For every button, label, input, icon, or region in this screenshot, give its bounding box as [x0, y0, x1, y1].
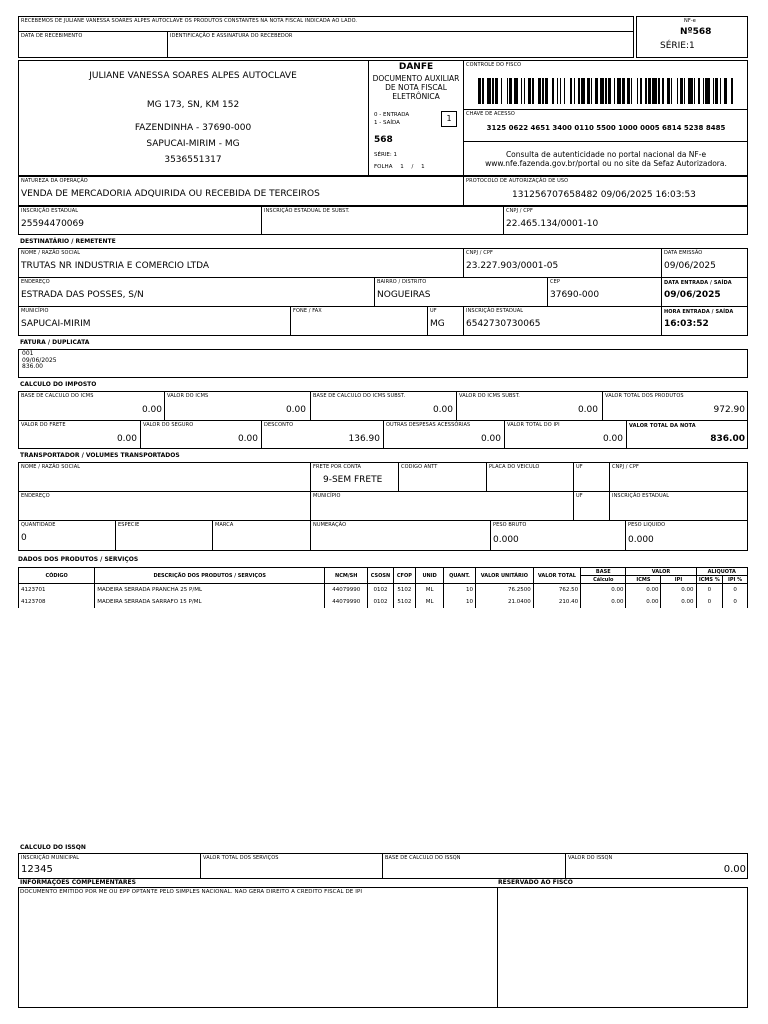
- dest-emissao-label: DATA EMISSÃO: [664, 250, 703, 256]
- emitente-cnpj-label: CNPJ / CPF: [506, 208, 533, 214]
- fatura-duplicata: [22, 351, 57, 371]
- reservado-section: RESERVADO AO FISCO: [498, 879, 573, 886]
- bc-st-label: BASE DE CALCULO DO ICMS SUBST.: [313, 393, 406, 399]
- th-valor: VALOR: [626, 568, 696, 576]
- nfe-label: NF-e: [684, 18, 696, 24]
- item-v-total: 210.40: [533, 596, 580, 608]
- ie-label: INSCRIÇÃO ESTADUAL: [21, 208, 79, 214]
- barcode-bar: [671, 78, 672, 104]
- dest-nome: TRUTAS NR INDUSTRIA E COMERCIO LTDA: [21, 261, 210, 271]
- controle-fisco-label: CONTROLE DO FISCO: [466, 62, 522, 68]
- ipi-label: VALOR TOTAL DO IPI: [507, 422, 560, 428]
- barcode-bar: [652, 78, 656, 104]
- barcode-bar: [713, 78, 714, 104]
- complementares-section: INFORMAÇÕES COMPLEMENTARES: [20, 879, 136, 886]
- dest-municipio-label: MUNICÍPIO: [21, 308, 49, 314]
- transp-cnpj-label: CNPJ / CPF: [612, 464, 639, 470]
- transp-peso-bruto-label: PESO BRUTO: [493, 522, 527, 528]
- dest-uf-label: UF: [430, 308, 437, 314]
- barcode-bar: [570, 78, 573, 104]
- transportador-section: TRANSPORTADOR / VOLUMES TRANSPORTADOS: [20, 452, 180, 459]
- danfe-saida: 1 - SAÍDA: [374, 120, 400, 126]
- barcode-bar: [600, 78, 604, 104]
- th-calculo: Cálculo: [581, 576, 626, 584]
- chave-acesso: 3125 0622 4651 3400 0110 5500 1000 0005 6814 5238 8485: [486, 124, 726, 132]
- item-base: 0.00: [581, 596, 626, 608]
- ie-value: 25594470069: [21, 219, 84, 229]
- dest-ie-label: INSCRIÇÃO ESTADUAL: [466, 308, 524, 314]
- transp-qtd-label: QUANTIDADE: [21, 522, 56, 528]
- transp-placa-label: PLACA DO VEICULO: [489, 464, 540, 470]
- receiver-signature-label: IDENTIFICAÇÃO E ASSINATURA DO RECEBEDOR: [170, 33, 293, 39]
- barcode-bar: [552, 78, 553, 104]
- barcode-bar: [724, 78, 727, 104]
- item-v-unit: 76.2500: [475, 584, 533, 596]
- item-v-icms: 0.00: [626, 596, 661, 608]
- barcode-bar: [698, 78, 699, 104]
- dest-entrada-label: DATA ENTRADA / SAÍDA: [664, 280, 732, 286]
- barcode-bar: [501, 78, 502, 104]
- transp-endereco-label: ENDEREÇO: [21, 493, 50, 499]
- th-csosn: CSOSN: [368, 568, 393, 584]
- item-csosn: 0102: [368, 584, 393, 596]
- danfe-folha: [374, 164, 425, 170]
- th-unid: UNID: [416, 568, 444, 584]
- emitente-name: JULIANE VANESSA SOARES ALPES AUTOCLAVE: [89, 71, 297, 81]
- item-a-icms: 0: [696, 584, 723, 596]
- transp-municipio-label: MUNICÍPIO: [313, 493, 341, 499]
- table-row: [19, 596, 748, 608]
- item-a-ipi: 0: [723, 584, 748, 596]
- fatura-box: [18, 349, 748, 378]
- danfe-tipo: 1: [441, 111, 457, 127]
- imposto-section: CALCULO DO IMPOSTO: [20, 381, 97, 388]
- dest-nome-label: NOME / RAZÃO SOCIAL: [21, 250, 81, 256]
- dest-uf: MG: [430, 319, 445, 329]
- th-codigo: CÓDIGO: [19, 568, 95, 584]
- barcode-bar: [627, 78, 630, 104]
- emitente-address: MG 173, SN, KM 152: [146, 100, 240, 110]
- barcode-bar: [578, 78, 579, 104]
- barcode-bar: [658, 78, 659, 104]
- item-base: 0.00: [581, 584, 626, 596]
- item-v-total: 762.50: [533, 584, 580, 596]
- barcode-bar: [680, 78, 683, 104]
- transp-especie-label: ESPECIE: [118, 522, 140, 528]
- th-vunit: VALOR UNITÁRIO: [475, 568, 533, 584]
- transp-peso-bruto: 0.000: [493, 535, 519, 545]
- emitente-city: SAPUCAI-MIRIM - MG: [146, 139, 240, 149]
- th-descricao: DESCRIÇÃO DOS PRODUTOS / SERVIÇOS: [95, 568, 325, 584]
- item-unid: ML: [416, 596, 444, 608]
- barcode-bar: [507, 78, 508, 104]
- barcode-bar: [605, 78, 606, 104]
- barcode-bar: [478, 78, 481, 104]
- dest-bairro: NOGUEIRAS: [377, 290, 431, 300]
- barcode-bar: [557, 78, 558, 104]
- bc-icms-label: BASE DE CALCULO DO ICMS: [21, 393, 94, 399]
- danfe-folha-value: 1: [400, 164, 404, 170]
- item-v-ipi: 0.00: [661, 584, 696, 596]
- barcode-bar: [694, 78, 695, 104]
- barcode-bar: [595, 78, 598, 104]
- issqn-im-label: INSCRIÇÃO MUNICIPAL: [21, 855, 80, 861]
- produtos-table: [18, 567, 748, 608]
- barcode-bar: [608, 78, 611, 104]
- item-quant: 10: [444, 596, 476, 608]
- danfe-number: 568: [374, 135, 393, 145]
- emitente-cnpj-value: 22.465.134/0001-10: [506, 219, 599, 229]
- frete-label: VALOR DO FRETE: [21, 422, 66, 428]
- dest-cnpj-label: CNPJ / CPF: [466, 250, 493, 256]
- barcode-bar: [703, 78, 704, 104]
- consulta-line1: Consulta de autenticidade no portal nacional da NF-e: [505, 150, 707, 159]
- total-label: VALOR TOTAL DA NOTA: [629, 423, 696, 429]
- item-csosn: 0102: [368, 596, 393, 608]
- barcode-bar: [617, 78, 621, 104]
- bc-icms: 0.00: [141, 405, 162, 415]
- dest-cnpj: 23.227.903/0001-05: [466, 261, 559, 271]
- dest-ie: 6542730730065: [466, 319, 541, 329]
- protocolo-label: PROTOCOLO DE AUTORIZAÇÃO DE USO: [466, 178, 569, 184]
- fatura-vencimento: 09/06/2025: [22, 356, 57, 364]
- transp-peso-liquido-label: PESO LIQUIDO: [628, 522, 666, 528]
- item-quant: 10: [444, 584, 476, 596]
- th-aliquota: ALIQUOTA: [696, 568, 747, 576]
- item-v-unit: 21.0400: [475, 596, 533, 608]
- dest-hora: 16:03:52: [664, 319, 709, 329]
- seguro-label: VALOR DO SEGURO: [143, 422, 194, 428]
- emitente-phone: 3536551317: [164, 155, 222, 165]
- item-ncm: 44079990: [325, 584, 368, 596]
- barcode-bar: [564, 78, 565, 104]
- danfe-title: DANFE: [398, 62, 434, 72]
- barcode-bar: [715, 78, 718, 104]
- v-icms-label: VALOR DO ICMS: [167, 393, 209, 399]
- barcode-image: [478, 78, 734, 104]
- barcode-bar: [720, 78, 721, 104]
- outras: 0.00: [480, 434, 501, 444]
- transp-antt-label: CODIGO ANTT: [401, 464, 438, 470]
- th-ncm: NCM/SH: [325, 568, 368, 584]
- canhoto-serie: SÉRIE:1: [660, 41, 695, 51]
- danfe-subtitle: DOCUMENTO AUXILIAR DE NOTA FISCAL ELETRÔNICA: [372, 74, 460, 101]
- danfe-folha-sep: /: [411, 164, 414, 170]
- item-a-icms: 0: [696, 596, 723, 608]
- protocolo-value: 131256707658482 09/06/2025 16:03:53: [512, 190, 696, 200]
- item-cfop: 5102: [393, 584, 416, 596]
- th-quant: QUANT.: [444, 568, 476, 584]
- th-cfop: CFOP: [393, 568, 416, 584]
- barcode-bar: [587, 78, 590, 104]
- ipi: 0.00: [602, 434, 623, 444]
- item-v-ipi: 0.00: [661, 596, 696, 608]
- natureza-value: VENDA DE MERCADORIA ADQUIRIDA OU RECEBIDA DE TERCEIROS: [21, 189, 320, 199]
- barcode-bar: [662, 78, 663, 104]
- barcode-bar: [495, 78, 498, 104]
- v-prod: 972.90: [713, 405, 745, 415]
- canhoto-number: Nº568: [680, 27, 712, 37]
- fatura-valor: 836.00: [22, 363, 43, 370]
- dest-cep-label: CEP: [550, 279, 560, 285]
- danfe-serie: [374, 152, 397, 158]
- barcode-bar: [731, 78, 732, 104]
- item-unid: ML: [416, 584, 444, 596]
- barcode-bar: [538, 78, 541, 104]
- th-a-icms: ICMS %: [696, 576, 723, 584]
- received-date-label: DATA DE RECEBIMENTO: [21, 33, 83, 39]
- barcode-bar: [591, 78, 592, 104]
- bc-st: 0.00: [432, 405, 453, 415]
- danfe-serie-label: SÉRIE:: [374, 152, 392, 158]
- th-v-ipi: IPI: [661, 576, 696, 584]
- item-cfop: 5102: [393, 596, 416, 608]
- issqn-section: CALCULO DO ISSQN: [20, 844, 86, 851]
- dest-fone-label: FONE / FAX: [293, 308, 322, 314]
- barcode-bar: [545, 78, 548, 104]
- barcode-bar: [677, 78, 678, 104]
- danfe-folha-label: FOLHA: [374, 164, 393, 170]
- transp-uf2-label: UF: [576, 493, 583, 499]
- seguro: 0.00: [237, 434, 258, 444]
- transp-qtd: 0: [21, 533, 27, 543]
- th-a-ipi: IPI %: [723, 576, 748, 584]
- outras-label: OUTRAS DESPESAS ACESSÓRIAS: [386, 422, 471, 428]
- barcode-bar: [528, 78, 531, 104]
- barcode-bar: [648, 78, 651, 104]
- th-vtotal: VALOR TOTAL: [533, 568, 580, 584]
- frete: 0.00: [116, 434, 137, 444]
- barcode-bar: [614, 78, 615, 104]
- natureza-label: NATUREZA DA OPERAÇÃO: [21, 178, 88, 184]
- complementares-text: DOCUMENTO EMITIDO POR ME OU EPP OPTANTE PELO SIMPLES NACIONAL. NAO GERA DIREITO A CREDITO FISCAL DE IPI: [20, 889, 363, 895]
- item-codigo: 4123708: [19, 596, 95, 608]
- barcode-bar: [667, 78, 670, 104]
- item-ncm: 44079990: [325, 596, 368, 608]
- emitente-district-cep: FAZENDINHA - 37690-000: [134, 123, 252, 133]
- transp-marca-label: MARCA: [215, 522, 234, 528]
- item-descricao: MADEIRA SERRADA PRANCHA 25 P/ML: [95, 584, 325, 596]
- fatura-section: FATURA / DUPLICATA: [20, 339, 90, 346]
- danfe-serie-value: 1: [393, 152, 397, 158]
- issqn-v: 0.00: [723, 864, 746, 875]
- chave-acesso-label: CHAVE DE ACESSO: [466, 111, 515, 117]
- item-codigo: 4123701: [19, 584, 95, 596]
- transp-ie-label: INSCRIÇÃO ESTADUAL: [612, 493, 670, 499]
- barcode-bar: [487, 78, 491, 104]
- desconto-label: DESCONTO: [264, 422, 294, 428]
- v-prod-label: VALOR TOTAL DOS PRODUTOS: [605, 393, 684, 399]
- canhoto-text: RECEBEMOS DE JULIANE VANESSA SOARES ALPES AUTOCLAVE OS PRODUTOS CONSTANTES NA NOTA FISCAL INDICADA AO LADO.: [21, 18, 358, 24]
- produtos-section: DADOS DOS PRODUTOS / SERVIÇOS: [18, 556, 139, 563]
- barcode-bar: [492, 78, 493, 104]
- ie-row: [18, 206, 748, 235]
- dest-bairro-label: BAIRRO / DISTRITO: [377, 279, 427, 285]
- barcode-bar: [581, 78, 585, 104]
- barcode-bar: [640, 78, 643, 104]
- transp-numeracao-label: NUMERAÇÃO: [313, 522, 347, 528]
- transp-frete-label: FRETE POR CONTA: [313, 464, 362, 470]
- issqn-bc-label: BASE DE CALCULO DO ISSQN: [385, 855, 461, 861]
- total: 836.00: [710, 434, 745, 444]
- barcode-bar: [684, 78, 685, 104]
- barcode-bar: [532, 78, 533, 104]
- barcode-bar: [542, 78, 543, 104]
- issqn-vserv-label: VALOR TOTAL DOS SERVIÇOS: [203, 855, 279, 861]
- dest-cep: 37690-000: [550, 290, 600, 300]
- barcode-bar: [688, 78, 692, 104]
- barcode-bar: [521, 78, 522, 104]
- issqn-v-label: VALOR DO ISSQN: [568, 855, 613, 861]
- iest-label: INSCRIÇÃO ESTADUAL DE SUBST.: [264, 208, 350, 214]
- issqn-im: 12345: [21, 864, 53, 875]
- danfe-folha-total: 1: [421, 164, 425, 170]
- dest-hora-label: HORA ENTRADA / SAÍDA: [664, 309, 734, 315]
- dest-endereco: ESTRADA DAS POSSES, S/N: [21, 290, 144, 300]
- transp-uf-label: UF: [576, 464, 583, 470]
- dest-emissao: 09/06/2025: [664, 261, 716, 271]
- transp-peso-liquido: 0.000: [628, 535, 654, 545]
- item-descricao: MADEIRA SERRADA SARRAFO 15 P/ML: [95, 596, 325, 608]
- table-row: [19, 584, 748, 596]
- dest-entrada: 09/06/2025: [664, 290, 721, 300]
- item-a-ipi: 0: [723, 596, 748, 608]
- th-v-icms: ICMS: [626, 576, 661, 584]
- transp-frete: 9-SEM FRETE: [323, 475, 383, 485]
- barcode-bar: [645, 78, 646, 104]
- barcode-bar: [560, 78, 561, 104]
- barcode-bar: [631, 78, 632, 104]
- danfe-entrada: 0 - ENTRADA: [374, 112, 410, 118]
- complementares-box: [18, 887, 748, 1008]
- barcode-bar: [622, 78, 625, 104]
- th-base: BASE: [581, 568, 626, 576]
- barcode-bar: [482, 78, 483, 104]
- v-icms: 0.00: [285, 405, 306, 415]
- item-v-icms: 0.00: [626, 584, 661, 596]
- barcode-bar: [524, 78, 525, 104]
- destinatario-section: DESTINATÁRIO / REMETENTE: [20, 238, 116, 245]
- desconto: 136.90: [348, 434, 380, 444]
- barcode-bar: [509, 78, 512, 104]
- barcode-bar: [705, 78, 709, 104]
- barcode-bar: [514, 78, 518, 104]
- barcode-bar: [574, 78, 575, 104]
- barcode-bar: [637, 78, 638, 104]
- transp-nome-label: NOME / RAZÃO SOCIAL: [21, 464, 81, 470]
- consulta-line2: www.nfe.fazenda.gov.br/portal ou no site da Sefaz Autorizadora.: [485, 159, 727, 168]
- v-st: 0.00: [577, 405, 598, 415]
- dest-endereco-label: ENDEREÇO: [21, 279, 50, 285]
- v-st-label: VALOR DO ICMS SUBST.: [459, 393, 520, 399]
- dest-municipio: SAPUCAI-MIRIM: [21, 319, 91, 329]
- fatura-numero: 001: [22, 350, 34, 357]
